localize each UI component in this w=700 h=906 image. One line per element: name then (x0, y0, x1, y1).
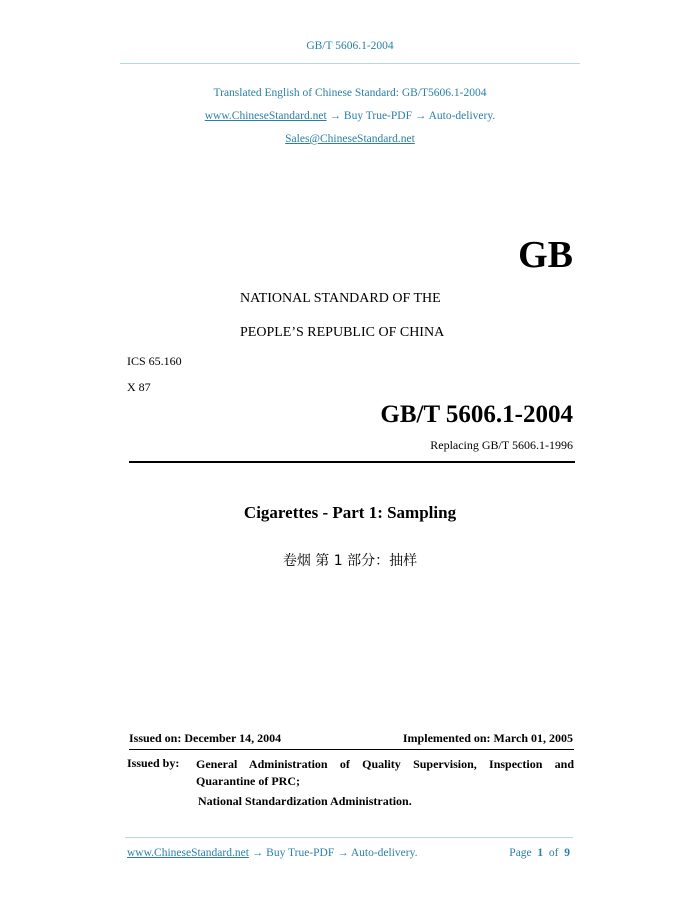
footer-site-link[interactable]: www.ChineseStandard.net (127, 847, 249, 859)
replacing-note: Replacing GB/T 5606.1-1996 (430, 438, 573, 452)
buy-line (0, 110, 700, 122)
title-divider (129, 461, 575, 463)
page-label: Page (509, 847, 532, 859)
footer-divider (125, 837, 573, 838)
running-header: GB/T 5606.1-2004 (306, 40, 394, 52)
national-standard-line2: PEOPLE’S REPUBLIC OF CHINA (240, 325, 445, 340)
buy-text: → Buy True-PDF → Auto-delivery. (326, 110, 496, 122)
ics-code: ICS 65.160 (127, 354, 182, 368)
national-standard-line1: NATIONAL STANDARD OF THE (240, 291, 441, 306)
sales-email-link[interactable]: Sales@ChineseStandard.net (285, 133, 415, 145)
sales-line (0, 133, 700, 145)
gb-logo: GB (518, 234, 573, 276)
footer-buy-line (127, 847, 417, 859)
title-chinese: 卷烟 第 1 部分：抽样 (282, 553, 418, 569)
title-english: Cigarettes - Part 1: Sampling (243, 503, 457, 522)
issued-by-authority-2: National Standardization Administration. (198, 794, 412, 808)
page-of: of (548, 847, 559, 859)
issued-by-label: Issued by: (127, 756, 180, 770)
standard-number: GB/T 5606.1-2004 (380, 401, 573, 428)
implemented-on-date: Implemented on: March 01, 2005 (402, 731, 573, 745)
page-current: 1 (537, 847, 544, 859)
page-indicator (509, 847, 570, 859)
translated-notice: Translated English of Chinese Standard: GB/T5606.1-2004 (213, 87, 487, 99)
page-total: 9 (564, 847, 570, 859)
site-link[interactable]: www.ChineseStandard.net (204, 110, 327, 122)
issued-by-authority: General Administration of Quality Supervision, Inspection and Quarantine of PRC; (196, 757, 574, 788)
ccs-code: X 87 (127, 380, 151, 394)
dates-divider (129, 749, 574, 750)
issued-on-date: Issued on: December 14, 2004 (129, 731, 282, 745)
footer-buy-text: → Buy True-PDF → Auto-delivery. (248, 847, 418, 859)
header-divider (120, 63, 580, 64)
